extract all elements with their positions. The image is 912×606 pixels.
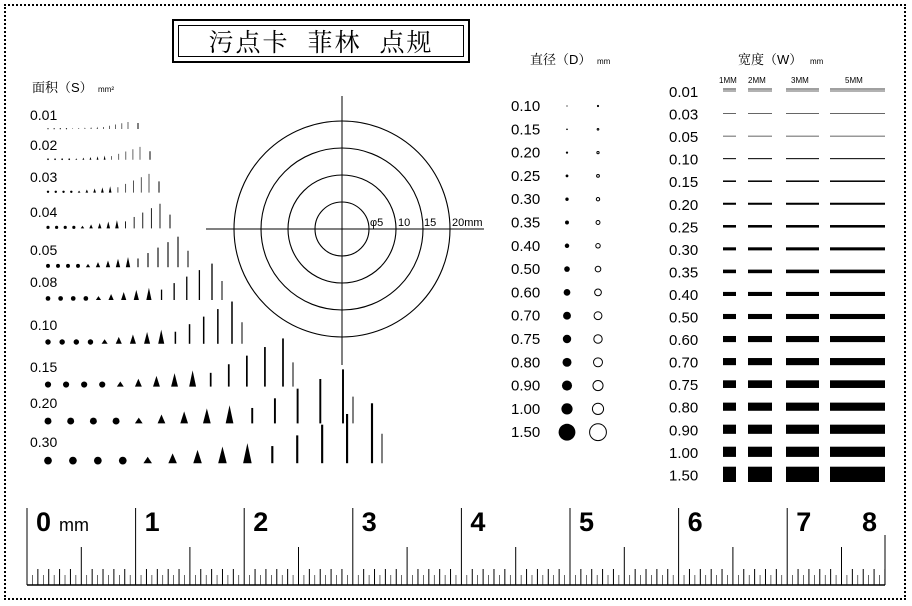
area-spike bbox=[115, 220, 119, 228]
area-dot bbox=[66, 264, 70, 268]
area-spike bbox=[81, 226, 85, 229]
area-spike bbox=[144, 332, 150, 344]
width-column-header: 2MM bbox=[748, 76, 766, 85]
area-spike bbox=[193, 450, 202, 463]
diameter-filled-dot bbox=[565, 221, 569, 225]
width-bar bbox=[786, 425, 819, 434]
area-spike bbox=[135, 379, 142, 387]
width-bar bbox=[723, 314, 736, 319]
area-spike bbox=[91, 127, 92, 129]
width-bar bbox=[786, 136, 819, 137]
area-unit: mm² bbox=[98, 85, 114, 94]
ruler-number: 5 bbox=[579, 507, 595, 537]
width-column-header: 1MM bbox=[719, 76, 737, 85]
ruler-number: 7 bbox=[796, 507, 812, 537]
width-bar bbox=[830, 270, 885, 274]
area-spike bbox=[109, 186, 112, 192]
area-label: 0.01 bbox=[30, 107, 58, 123]
width-bar bbox=[748, 314, 772, 319]
width-label: 0.35 bbox=[669, 264, 699, 282]
width-bar bbox=[748, 180, 772, 182]
area-dot bbox=[47, 158, 49, 160]
width-label: 1.00 bbox=[669, 444, 699, 462]
width-label: 0.05 bbox=[669, 129, 699, 147]
area-spike bbox=[84, 127, 85, 129]
target-circles bbox=[206, 96, 484, 365]
diameter-hollow-dot bbox=[596, 244, 600, 248]
area-spike bbox=[130, 334, 136, 343]
area-dot bbox=[70, 191, 72, 193]
area-dot bbox=[119, 457, 127, 465]
width-column-header: 3MM bbox=[791, 76, 809, 85]
width-bar bbox=[748, 467, 772, 482]
target-label: φ5 bbox=[370, 217, 384, 229]
ruler-number: 3 bbox=[361, 507, 377, 537]
area-dot bbox=[63, 381, 69, 387]
area-spike bbox=[126, 257, 130, 267]
width-label: 0.10 bbox=[669, 151, 699, 169]
width-bar bbox=[723, 358, 736, 365]
width-bar bbox=[830, 358, 885, 365]
area-dot bbox=[90, 418, 97, 425]
area-spike bbox=[108, 294, 113, 300]
width-bar bbox=[830, 467, 885, 482]
area-spike bbox=[189, 370, 196, 386]
width-unit: mm bbox=[810, 57, 824, 66]
area-dot bbox=[54, 128, 55, 129]
area-spike bbox=[86, 264, 90, 267]
diameter-label: 0.90 bbox=[511, 377, 541, 395]
title-word-2: 菲林 bbox=[307, 28, 362, 57]
area-dot bbox=[71, 296, 76, 301]
diameter-hollow-dot bbox=[597, 128, 599, 130]
diameter-filled-dot bbox=[562, 381, 572, 391]
width-label: 0.01 bbox=[669, 84, 699, 101]
width-bar bbox=[830, 113, 885, 114]
width-bar bbox=[723, 336, 736, 342]
area-dot bbox=[56, 264, 60, 268]
width-bar bbox=[723, 136, 736, 137]
area-dot bbox=[84, 296, 89, 301]
width-bar bbox=[723, 425, 736, 434]
width-label: 0.25 bbox=[669, 219, 699, 237]
diameter-header: 直径（D） bbox=[530, 52, 592, 67]
width-label: 0.80 bbox=[669, 399, 699, 417]
width-bar bbox=[723, 113, 736, 114]
area-dot bbox=[99, 381, 105, 387]
width-bar bbox=[786, 225, 819, 228]
area-spike bbox=[171, 373, 178, 386]
diameter-hollow-dot bbox=[594, 312, 602, 320]
target-label: 10 bbox=[398, 217, 411, 229]
width-bar bbox=[748, 203, 772, 205]
diameter-filled-dot bbox=[566, 151, 568, 153]
area-spike bbox=[104, 155, 106, 159]
width-bar bbox=[723, 247, 736, 250]
width-bar bbox=[830, 447, 885, 457]
diameter-hollow-dot bbox=[596, 198, 599, 201]
area-spike bbox=[82, 158, 84, 160]
width-bar bbox=[723, 158, 736, 159]
width-bar bbox=[830, 225, 885, 228]
area-header: 面积（S） bbox=[32, 80, 93, 95]
width-bar bbox=[830, 425, 885, 434]
diameter-filled-dot bbox=[566, 175, 569, 178]
width-bar bbox=[830, 203, 885, 205]
area-spike bbox=[117, 381, 124, 386]
width-bar bbox=[748, 292, 772, 296]
width-bar bbox=[748, 447, 772, 457]
area-dot bbox=[76, 264, 80, 268]
area-label: 0.10 bbox=[30, 317, 58, 333]
width-bar bbox=[830, 314, 885, 319]
target-label: 15 bbox=[424, 217, 437, 229]
area-dot bbox=[59, 339, 64, 344]
diameter-filled-dot bbox=[561, 403, 572, 414]
width-rows bbox=[669, 76, 885, 484]
ruler-number: 0 bbox=[36, 507, 52, 537]
area-dot bbox=[74, 339, 79, 344]
width-label: 0.30 bbox=[669, 241, 699, 259]
diameter-label: 1.00 bbox=[511, 400, 541, 418]
diameter-label: 0.30 bbox=[511, 191, 541, 209]
width-label: 0.60 bbox=[669, 332, 699, 350]
diameter-filled-dot bbox=[559, 424, 576, 441]
area-dot bbox=[69, 457, 77, 465]
area-spike bbox=[107, 222, 111, 229]
diameter-hollow-dot bbox=[595, 266, 601, 272]
area-dot bbox=[81, 381, 87, 387]
area-dot bbox=[72, 226, 75, 229]
diameter-filled-dot bbox=[565, 244, 569, 248]
ruler-number: 6 bbox=[687, 507, 703, 537]
width-bar bbox=[748, 358, 772, 365]
diameter-label: 0.50 bbox=[511, 261, 541, 279]
width-bar bbox=[748, 158, 772, 159]
width-bar bbox=[830, 247, 885, 250]
area-spike bbox=[78, 128, 79, 129]
diameter-filled-dot bbox=[566, 128, 568, 130]
ruler-number: 4 bbox=[470, 507, 486, 537]
area-label: 0.30 bbox=[30, 434, 58, 450]
width-bar bbox=[723, 447, 736, 457]
area-label: 0.08 bbox=[30, 274, 58, 290]
diameter-label: 0.60 bbox=[511, 284, 541, 302]
width-bar bbox=[748, 225, 772, 228]
area-spike bbox=[97, 156, 99, 160]
width-bar bbox=[786, 292, 819, 296]
area-spike bbox=[168, 453, 177, 463]
diameter-label: 0.15 bbox=[511, 121, 541, 139]
width-bar bbox=[786, 91, 819, 92]
area-spike bbox=[143, 457, 152, 463]
diameter-hollow-dot bbox=[593, 381, 603, 391]
area-dot bbox=[44, 457, 52, 465]
width-label: 0.40 bbox=[669, 286, 699, 304]
diameter-filled-dot bbox=[564, 266, 570, 272]
area-dot bbox=[64, 226, 67, 229]
width-bar bbox=[830, 180, 885, 182]
width-bar bbox=[786, 247, 819, 250]
diameter-unit: mm bbox=[597, 57, 611, 66]
diameter-hollow-dot bbox=[592, 403, 603, 414]
area-spike bbox=[96, 296, 101, 300]
width-bar bbox=[786, 403, 819, 411]
area-label: 0.15 bbox=[30, 359, 58, 375]
width-bar bbox=[786, 180, 819, 182]
area-dot bbox=[45, 339, 50, 344]
ruler bbox=[27, 507, 885, 585]
area-label: 0.03 bbox=[30, 169, 58, 185]
area-dot bbox=[47, 191, 49, 193]
diameter-filled-dot bbox=[565, 198, 568, 201]
area-dot bbox=[54, 158, 56, 160]
width-bar bbox=[786, 113, 819, 114]
diameter-filled-dot bbox=[563, 335, 571, 343]
width-bar bbox=[748, 403, 772, 411]
area-label: 0.02 bbox=[30, 137, 58, 153]
area-spike bbox=[98, 223, 102, 228]
width-bar bbox=[786, 158, 819, 159]
width-bar bbox=[748, 270, 772, 274]
ruler-unit: mm bbox=[59, 515, 89, 535]
width-bar bbox=[830, 91, 885, 92]
area-dot bbox=[88, 339, 93, 344]
width-bar bbox=[748, 91, 772, 92]
diameter-filled-dot bbox=[566, 105, 567, 106]
diameter-hollow-dot bbox=[597, 105, 598, 106]
width-bar bbox=[723, 292, 736, 296]
area-spike bbox=[90, 157, 92, 160]
width-bar bbox=[830, 158, 885, 159]
width-bar bbox=[830, 292, 885, 296]
diameter-filled-dot bbox=[564, 289, 571, 296]
width-bar bbox=[786, 203, 819, 205]
diameter-filled-dot bbox=[563, 358, 572, 367]
diameter-label: 0.40 bbox=[511, 237, 541, 255]
area-spike bbox=[180, 411, 188, 423]
width-bar bbox=[723, 180, 736, 182]
area-dot bbox=[58, 296, 63, 301]
diameter-label: 0.20 bbox=[511, 144, 541, 162]
diameter-label: 0.75 bbox=[511, 331, 541, 348]
diameter-hollow-dot bbox=[590, 424, 607, 441]
area-spike bbox=[146, 288, 151, 300]
width-label: 1.50 bbox=[669, 467, 699, 485]
width-bar bbox=[786, 467, 819, 482]
area-spike bbox=[72, 128, 73, 129]
area-dot bbox=[68, 158, 70, 160]
area-spike bbox=[116, 259, 120, 268]
width-bar bbox=[830, 403, 885, 411]
width-header: 宽度（W） bbox=[738, 52, 803, 67]
width-bar bbox=[748, 380, 772, 388]
area-spike bbox=[75, 158, 77, 159]
area-dot bbox=[46, 296, 51, 301]
width-bar bbox=[786, 270, 819, 274]
width-bar bbox=[723, 91, 736, 92]
area-spike bbox=[158, 330, 164, 344]
width-bar bbox=[748, 247, 772, 250]
title-word-3: 点规 bbox=[379, 28, 434, 57]
width-label: 0.15 bbox=[669, 174, 699, 192]
width-bar bbox=[723, 225, 736, 228]
area-spike bbox=[153, 376, 160, 387]
width-label: 0.50 bbox=[669, 309, 699, 327]
diameter-hollow-dot bbox=[596, 221, 600, 225]
area-spike bbox=[243, 443, 252, 463]
width-bar bbox=[723, 380, 736, 388]
area-spike bbox=[97, 127, 98, 129]
ruler-number: 1 bbox=[144, 507, 160, 537]
area-dot bbox=[46, 264, 50, 268]
area-spike bbox=[218, 447, 227, 464]
target-label: 20mm bbox=[452, 217, 483, 229]
width-label: 0.03 bbox=[669, 106, 699, 124]
width-label: 0.20 bbox=[669, 196, 699, 214]
width-bar bbox=[786, 314, 819, 319]
area-spike bbox=[101, 187, 104, 192]
area-spike bbox=[93, 188, 96, 192]
title-word-1: 污点卡 bbox=[208, 28, 290, 57]
width-bar bbox=[723, 270, 736, 274]
width-bar bbox=[748, 425, 772, 434]
area-dot bbox=[46, 226, 49, 229]
area-dot bbox=[66, 128, 67, 129]
width-bar bbox=[786, 336, 819, 342]
area-spike bbox=[116, 337, 122, 344]
width-bar bbox=[830, 336, 885, 342]
area-spike bbox=[89, 224, 93, 228]
area-dot bbox=[55, 226, 58, 229]
width-label: 0.70 bbox=[669, 354, 699, 372]
area-dot bbox=[61, 158, 63, 160]
diameter-label: 0.35 bbox=[511, 214, 541, 232]
width-bar bbox=[748, 336, 772, 342]
diameter-label: 0.80 bbox=[511, 354, 541, 372]
area-label: 0.05 bbox=[30, 242, 58, 258]
area-spike bbox=[102, 339, 108, 344]
area-spike bbox=[135, 418, 143, 424]
area-dot bbox=[45, 418, 52, 425]
width-bar bbox=[723, 203, 736, 205]
area-dot bbox=[67, 418, 74, 425]
area-dot bbox=[47, 128, 48, 129]
diameter-hollow-dot bbox=[594, 335, 602, 343]
area-dot bbox=[62, 191, 64, 193]
width-bar bbox=[723, 467, 736, 482]
area-dot bbox=[94, 457, 102, 465]
diameter-label: 0.25 bbox=[511, 167, 541, 185]
area-dot bbox=[60, 128, 61, 129]
area-label: 0.04 bbox=[30, 204, 58, 220]
width-bar bbox=[723, 403, 736, 411]
width-bar bbox=[748, 113, 772, 114]
width-bar bbox=[786, 447, 819, 457]
area-dot bbox=[55, 191, 57, 193]
area-dot bbox=[45, 381, 51, 387]
diameter-hollow-dot bbox=[597, 151, 599, 153]
width-bar bbox=[786, 380, 819, 388]
width-bar bbox=[748, 136, 772, 137]
diameter-label: 0.10 bbox=[511, 98, 541, 115]
width-column-header: 5MM bbox=[845, 76, 863, 85]
width-label: 0.75 bbox=[669, 377, 699, 395]
area-spike bbox=[226, 405, 234, 423]
diameter-filled-dot bbox=[563, 312, 571, 320]
width-label: 0.90 bbox=[669, 422, 699, 440]
area-spike bbox=[86, 190, 89, 193]
area-spike bbox=[78, 191, 81, 193]
area-label: 0.20 bbox=[30, 395, 58, 411]
diameter-hollow-dot bbox=[597, 175, 600, 178]
area-spike bbox=[134, 290, 139, 300]
width-bar bbox=[830, 380, 885, 388]
ruler-number: 8 bbox=[862, 507, 878, 537]
diameter-label: 0.70 bbox=[511, 307, 541, 325]
area-dot bbox=[113, 418, 120, 425]
width-bar bbox=[830, 136, 885, 137]
area-rows bbox=[30, 107, 382, 464]
diameter-rows bbox=[511, 98, 606, 441]
area-spike bbox=[203, 408, 211, 423]
ruler-number: 2 bbox=[253, 507, 269, 537]
area-spike bbox=[158, 415, 166, 424]
diameter-hollow-dot bbox=[594, 358, 603, 367]
area-spike bbox=[121, 292, 126, 300]
width-bar bbox=[786, 358, 819, 365]
diameter-hollow-dot bbox=[595, 289, 602, 296]
diameter-label: 1.50 bbox=[511, 424, 541, 442]
area-spike bbox=[106, 260, 110, 267]
area-spike bbox=[96, 262, 100, 267]
